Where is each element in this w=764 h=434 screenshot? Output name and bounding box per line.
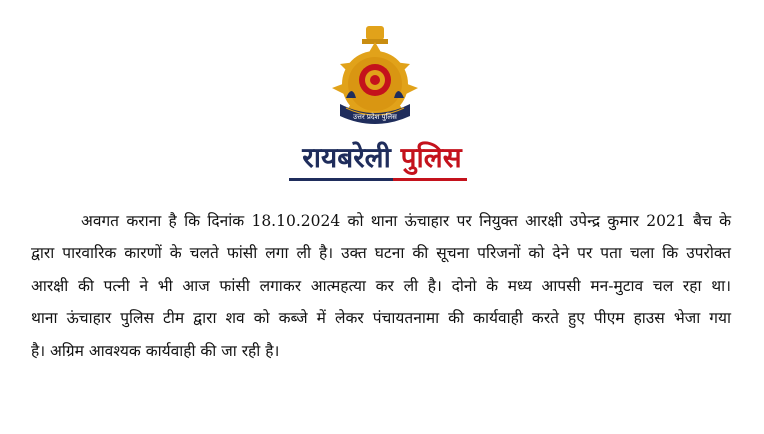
body-line: आरक्षी की पत्नी ने भी आज फांसी लगाकर आत्महत्या कर ली है। दोनो के मध्य आपसी मन-मुटाव चल रहा था। — [31, 276, 731, 295]
emblem-ribbon-text: उत्तर प्रदेश पुलिस — [353, 113, 397, 121]
title-district: रायबरेली — [302, 141, 391, 174]
page-title — [0, 140, 764, 176]
press-note-body — [31, 205, 731, 367]
police-badge-icon — [326, 24, 424, 130]
title-police: पुलिस — [400, 141, 462, 174]
title-underline-red — [393, 178, 467, 181]
title-underline-navy — [289, 178, 393, 181]
body-line: द्वारा पारवारिक कारणों के चलते फांसी लगा ली है। उक्त घटना की सूचना परिजनों को देने पर पता चला कि उपरोक्त — [31, 244, 731, 263]
body-line: थाना ऊंचाहार पुलिस टीम द्वारा शव को कब्जे में लेकर पंचायतनामा की कार्यवाही करते हुए पीएम हाउस भेजा गया — [31, 309, 731, 328]
body-line: अवगत कराना है कि दिनांक 18.10.2024 को थाना ऊंचाहार पर नियुक्त आरक्षी उपेन्द्र कुमार 2021 बैच के — [81, 212, 731, 230]
up-police-emblem — [326, 24, 424, 130]
body-line: है। अग्रिम आवश्यक कार्यवाही की जा रही है। — [31, 341, 280, 360]
